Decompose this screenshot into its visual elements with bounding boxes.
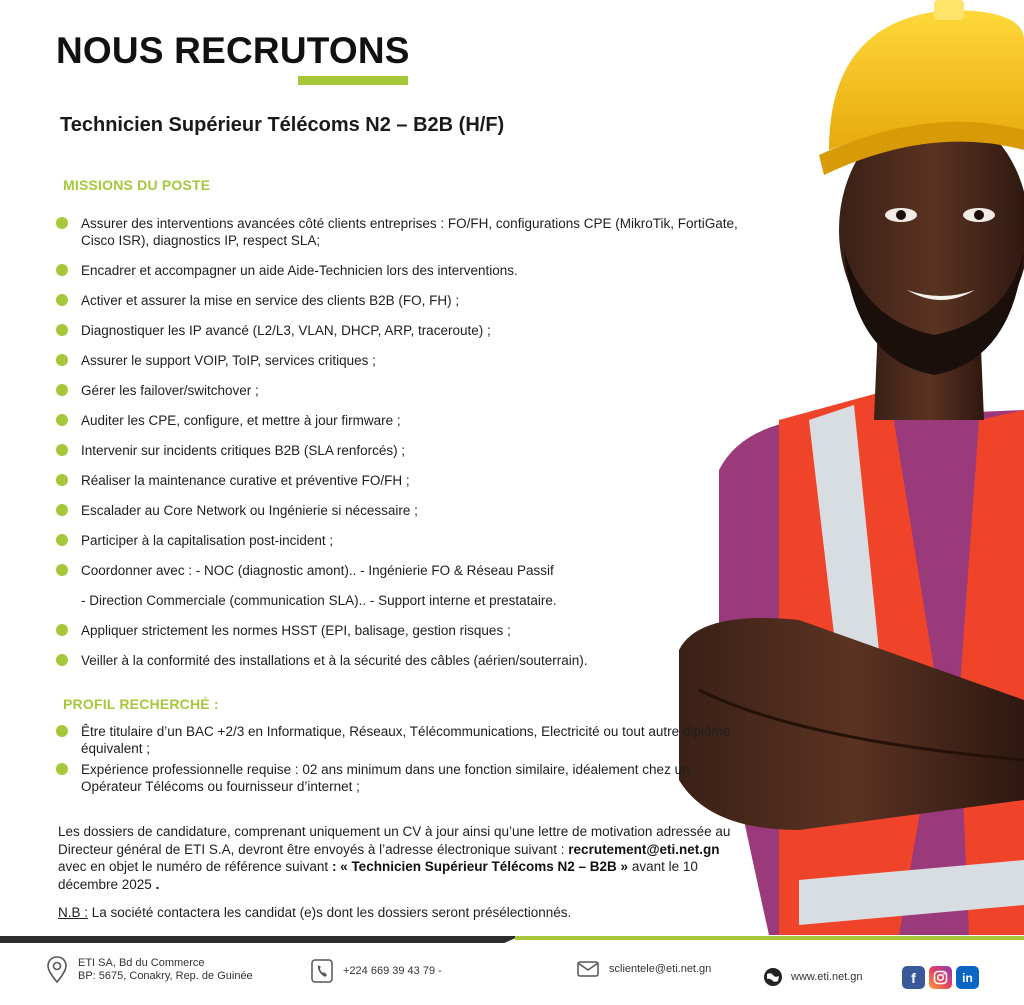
bullet-dot [56,294,68,306]
footer-separator-dark [0,936,520,943]
application-reference: : « Technicien Supérieur Télécoms N2 – B2B » [331,859,629,874]
address-line-1: ETI SA, Bd du Commerce [78,957,205,969]
profil-item [56,723,751,757]
missions-item-text: Assurer le support VOIP, ToIP, services critiques ; [81,353,376,368]
profil-item-text: Être titulaire d’un BAC +2/3 en Informatique, Réseaux, Télécommunications, Electricité ou tout autre diplôme équivalent ; [81,724,731,756]
headline-underline-accent [298,76,408,85]
missions-item [56,532,756,549]
missions-item [56,562,756,579]
footer-phone [311,959,442,983]
bullet-dot [56,534,68,546]
bullet-dot [56,725,68,737]
bullet-dot [56,474,68,486]
profil-item [56,761,751,795]
bullet-dot [56,504,68,516]
bullet-dot [56,264,68,276]
missions-item-text: Diagnostiquer les IP avancé (L2/L3, VLAN, DHCP, ARP, traceroute) ; [81,323,491,338]
missions-item-text: Auditer les CPE, configure, et mettre à jour firmware ; [81,413,401,428]
missions-item [56,262,756,279]
application-deadline-text: avant le 10 décembre 2025 [58,859,698,892]
missions-item-text: Gérer les failover/switchover ; [81,383,259,398]
page-headline: NOUS RECRUTONS [56,30,410,71]
instagram-icon[interactable] [929,966,952,989]
application-instructions [58,823,738,893]
missions-item [56,442,756,459]
missions-item [56,472,756,489]
footer-separator-green [515,936,1024,940]
missions-item [56,652,756,669]
bullet-dot [56,654,68,666]
email-address: sclientele@eti.net.gn [609,963,712,975]
footer-address [46,955,253,985]
website-url: www.eti.net.gn [791,971,863,983]
missions-item [56,622,756,639]
missions-item-text: Appliquer strictement les normes HSST (EPI, balisage, gestion risques ; [81,623,511,638]
missions-item-text: Veiller à la conformité des installations et à la sécurité des câbles (aérien/souterrain). [81,653,588,668]
bullet-dot [56,324,68,336]
social-links [902,966,979,989]
application-intro: Les dossiers de candidature, comprenant uniquement un CV à jour ainsi qu’une lettre de motivation adressée au Directeur général de ETI S.A, devront être envoyés à l’adresse électronique suivant : [58,824,731,857]
missions-item [56,592,756,609]
bullet-dot [56,384,68,396]
missions-item-text: Coordonner avec : - NOC (diagnostic amont).. - Ingénierie FO & Réseau Passif [81,563,554,578]
missions-item [56,412,756,429]
missions-item [56,382,756,399]
mail-icon [577,961,599,977]
bullet-dot [56,444,68,456]
application-deadline-end: . [155,876,160,892]
missions-item-text: Encadrer et accompagner un aide Aide-Technicien lors des interventions. [81,263,518,278]
missions-item [56,502,756,519]
missions-item [56,215,756,249]
address-line-2: BP: 5675, Conakry, Rep. de Guinée [78,970,253,982]
linkedin-icon[interactable]: in [956,966,979,989]
missions-item-text: Activer et assurer la mise en service des clients B2B (FO, FH) ; [81,293,460,308]
bullet-dot [56,414,68,426]
missions-item-text: - Direction Commerciale (communication SLA).. - Support interne et prestataire. [81,593,557,608]
bullet-dot [56,217,68,229]
profil-list [56,723,756,799]
missions-item [56,352,756,369]
missions-item-text: Réaliser la maintenance curative et préventive FO/FH ; [81,473,410,488]
nb-text: La société contactera les candidat (e)s dont les dossiers seront présélectionnés. [91,905,572,920]
profil-section-title: PROFIL RECHERCHÉ : [63,696,219,712]
job-title: Technicien Supérieur Télécoms N2 – B2B (H/F) [60,114,505,136]
application-email: recrutement@eti.net.gn [568,841,720,857]
missions-item-text: Assurer des interventions avancées côté clients entreprises : FO/FH, configurations CPE (MikroTik, FortiGate, Cisco ISR), diagnostics IP, respect SLA; [81,216,738,248]
nb-label: N.B : [58,905,89,920]
footer-website [763,967,863,987]
nota-bene [58,905,571,920]
footer-email [577,961,711,977]
facebook-icon[interactable]: f [902,966,925,989]
missions-item-text: Intervenir sur incidents critiques B2B (SLA renforcés) ; [81,443,406,458]
footer [0,945,1024,1005]
missions-item-text: Escalader au Core Network ou Ingénierie si nécessaire ; [81,503,418,518]
bullet-dot [56,763,68,775]
missions-item-text: Participer à la capitalisation post-incident ; [81,533,334,548]
missions-item [56,322,756,339]
phone-icon [311,959,333,983]
phone-number: +224 669 39 43 79 - [343,965,442,977]
missions-section-title: MISSIONS DU POSTE [63,177,211,193]
bullet-dot [56,564,68,576]
application-subject-text: avec en objet le numéro de référence suivant [58,859,329,874]
profil-item-text: Expérience professionnelle requise : 02 ans minimum dans une fonction similaire, idéalement chez un Opérateur Télécoms ou fournisseur d’internet ; [81,762,690,794]
location-pin-icon [46,955,68,985]
bullet-dot [56,624,68,636]
missions-list [56,215,756,682]
globe-icon [763,967,783,987]
missions-item [56,292,756,309]
bullet-dot [56,354,68,366]
